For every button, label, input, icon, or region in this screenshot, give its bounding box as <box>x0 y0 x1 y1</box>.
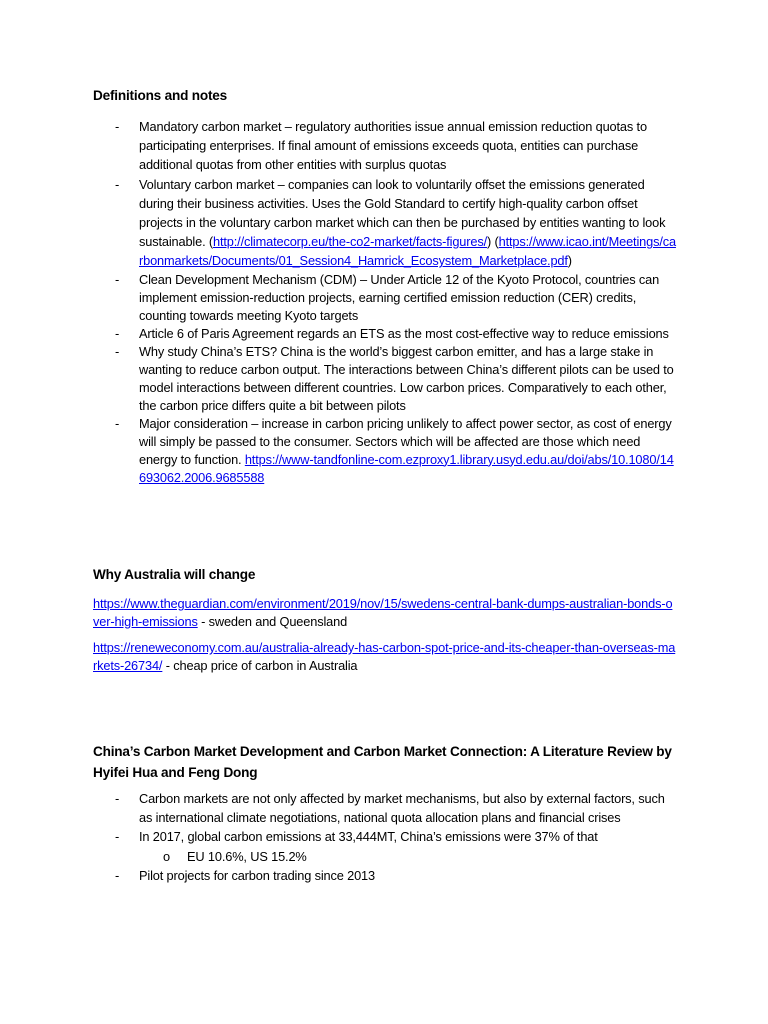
reference-note: - sweden and Queensland <box>197 613 348 629</box>
tandfonline-link[interactable]: https://www-tandfonline-com.ezproxy1.library.usyd.edu.au/doi/abs/10.1080/14693062.2006.9685588 <box>139 451 674 485</box>
list-item <box>115 415 680 487</box>
reneweconomy-link[interactable]: https://reneweconomy.com.au/australia-already-has-carbon-spot-price-and-its-cheaper-than-overseas-markets-26734/ <box>93 640 676 673</box>
list-item-text: ) <box>567 253 572 269</box>
list-item-text: Voluntary carbon market – companies can look to voluntarily offset the emissions generated during their business activities. Uses the Gold Standard to certify high-quality carbon offset projects in the voluntary carbon market which can then be purchased by entities wanting to look sustainable. ( <box>139 176 666 250</box>
climatecorp-link[interactable]: http://climatecorp.eu/the-co2-market/facts-figures/ <box>213 234 488 250</box>
list-item <box>115 325 680 343</box>
sub-list-item-text: EU 10.6%, US 15.2% <box>187 848 307 864</box>
list-item-text: Article 6 of Paris Agreement regards an ETS as the most cost-effective way to reduce emissions <box>139 325 669 341</box>
guardian-link[interactable]: https://www.theguardian.com/environment/2019/nov/15/swedens-central-bank-dumps-australian-bonds-over-high-emissions <box>93 596 673 629</box>
list-item <box>115 866 680 885</box>
sub-bullet: o <box>163 848 170 864</box>
list-item-text: Clean Development Mechanism (CDM) – Under Article 12 of the Kyoto Protocol, countries can implement emission-reduction projects, earning certified emission reduction (CER) credits, counting towards meeting Kyoto targets <box>139 271 660 323</box>
section-heading-definitions: Definitions and notes <box>93 88 228 103</box>
list-item-text: Pilot projects for carbon trading since 2013 <box>139 867 375 883</box>
literature-review-list <box>115 789 680 885</box>
list-item <box>115 175 680 271</box>
list-item-text: Mandatory carbon market – regulatory authorities issue annual emission reduction quotas to participating enterprises. If final amount of emissions exceeds quota, entities can purchase additional quotas from other entities with surplus quotas <box>139 119 647 173</box>
icao-link[interactable]: https://www.icao.int/Meetings/carbonmarkets/Documents/01_Session4_Hamrick_Ecosystem_Marketplace.pdf <box>139 234 676 269</box>
section-heading-literature-review: China’s Carbon Market Development and Carbon Market Connection: A Literature Review by Hyifei Hua and Feng Dong <box>93 744 672 780</box>
list-item-text: Major consideration – increase in carbon pricing unlikely to affect power sector, as cost of energy will simply be passed to the consumer. Sectors which will be affected are those which need energy to function. <box>139 415 672 467</box>
reference-note: - cheap price of carbon in Australia <box>162 657 358 673</box>
reference-paragraph <box>93 595 678 630</box>
list-item <box>115 117 680 175</box>
list-item <box>115 271 680 325</box>
list-item-text: Why study China’s ETS? China is the world’s biggest carbon emitter, and has a large stake in wanting to reduce carbon output. The interactions between China’s different pilots can be used to model interactions between different countries. Low carbon prices. Comparatively to each other, the carbon price differs quite a bit between pilots <box>139 343 674 413</box>
list-item <box>115 789 680 827</box>
list-item <box>115 343 680 415</box>
list-item-text: ) ( <box>487 234 499 250</box>
reference-paragraph <box>93 639 678 674</box>
list-item-text: In 2017, global carbon emissions at 33,444MT, China’s emissions were 37% of that <box>139 829 598 845</box>
list-item-text: Carbon markets are not only affected by market mechanisms, but also by external factors, such as international climate negotiations, national quota allocation plans and financial crises <box>139 791 665 826</box>
sub-list-item <box>139 847 680 866</box>
list-item <box>115 827 680 865</box>
section-heading-australia: Why Australia will change <box>93 567 256 582</box>
definitions-list <box>115 117 680 487</box>
